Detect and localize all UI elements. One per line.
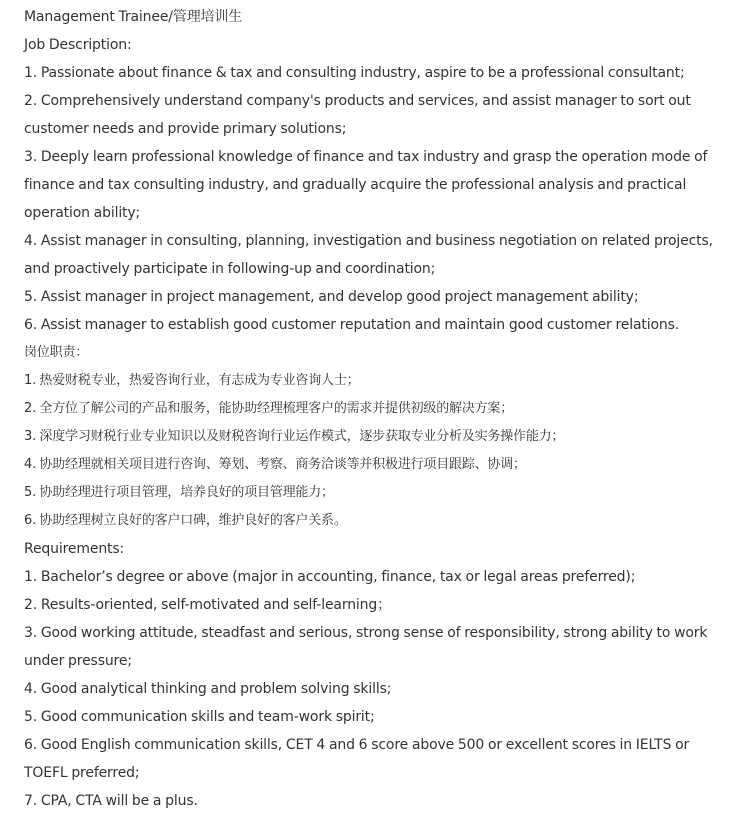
job-description-item: 1. Passionate about finance & tax and consulting industry, aspire to be a professional consultant; xyxy=(24,65,685,81)
requirement-item: 4. Good analytical thinking and problem solving skills; xyxy=(24,681,392,697)
job-description-item: 5. Assist manager in project management, and develop good project management ability; xyxy=(24,289,639,305)
duties-cn-item: 4. 协助经理就相关项目进行咨询、筹划、考察、商务洽谈等并积极进行项目跟踪、协调； xyxy=(24,457,526,472)
requirement-item: 5. Good communication skills and team-work spirit; xyxy=(24,709,375,725)
duties-cn-item: 2. 全方位了解公司的产品和服务，能协助经理梳理客户的需求并提供初级的解决方案； xyxy=(24,401,514,416)
job-title: Management Trainee/管理培训生 xyxy=(24,9,243,25)
duties-cn-item: 3. 深度学习财税行业专业知识以及财税咨询行业运作模式，逐步获取专业分析及实务操作能力； xyxy=(24,429,565,444)
duties-cn-item: 5. 协助经理进行项目管理，培养良好的项目管理能力； xyxy=(24,485,334,500)
duties-cn-heading: 岗位职责： xyxy=(24,345,89,360)
job-description-item: 3. Deeply learn professional knowledge of finance and tax industry and grasp the operation mode of finance and tax consulting industry, and gradually acquire the professional analysis and practical operation ability; xyxy=(24,149,708,221)
requirement-item: 2. Results-oriented, self-motivated and self-learning； xyxy=(24,597,391,613)
duties-cn-item: 6. 协助经理树立良好的客户口碑，维护良好的客户关系。 xyxy=(24,513,347,528)
job-description-item: 4. Assist manager in consulting, planning, investigation and business negotiation on related projects, and proactively participate in following-up and coordination; xyxy=(24,233,713,277)
job-description-item: 6. Assist manager to establish good customer reputation and maintain good customer relations. xyxy=(24,317,680,333)
requirement-item: 6. Good English communication skills, CET 4 and 6 score above 500 or excellent scores in IELTS or TOEFL preferred; xyxy=(24,737,690,781)
duties-cn-item: 1. 热爱财税专业，热爱咨询行业，有志成为专业咨询人士； xyxy=(24,373,360,388)
job-description-heading: Job Description: xyxy=(24,37,132,53)
requirement-item: 3. Good working attitude, steadfast and serious, strong sense of responsibility, strong ability to work under pressure; xyxy=(24,625,708,669)
job-description-item: 2. Comprehensively understand company's products and services, and assist manager to sort out customer needs and provide primary solutions; xyxy=(24,93,691,137)
requirements-heading: Requirements: xyxy=(24,541,125,557)
job-posting xyxy=(24,3,730,815)
requirement-item: 1. Bachelor’s degree or above (major in accounting, finance, tax or legal areas preferred); xyxy=(24,569,636,585)
requirement-item: 7. CPA, CTA will be a plus. xyxy=(24,793,198,809)
